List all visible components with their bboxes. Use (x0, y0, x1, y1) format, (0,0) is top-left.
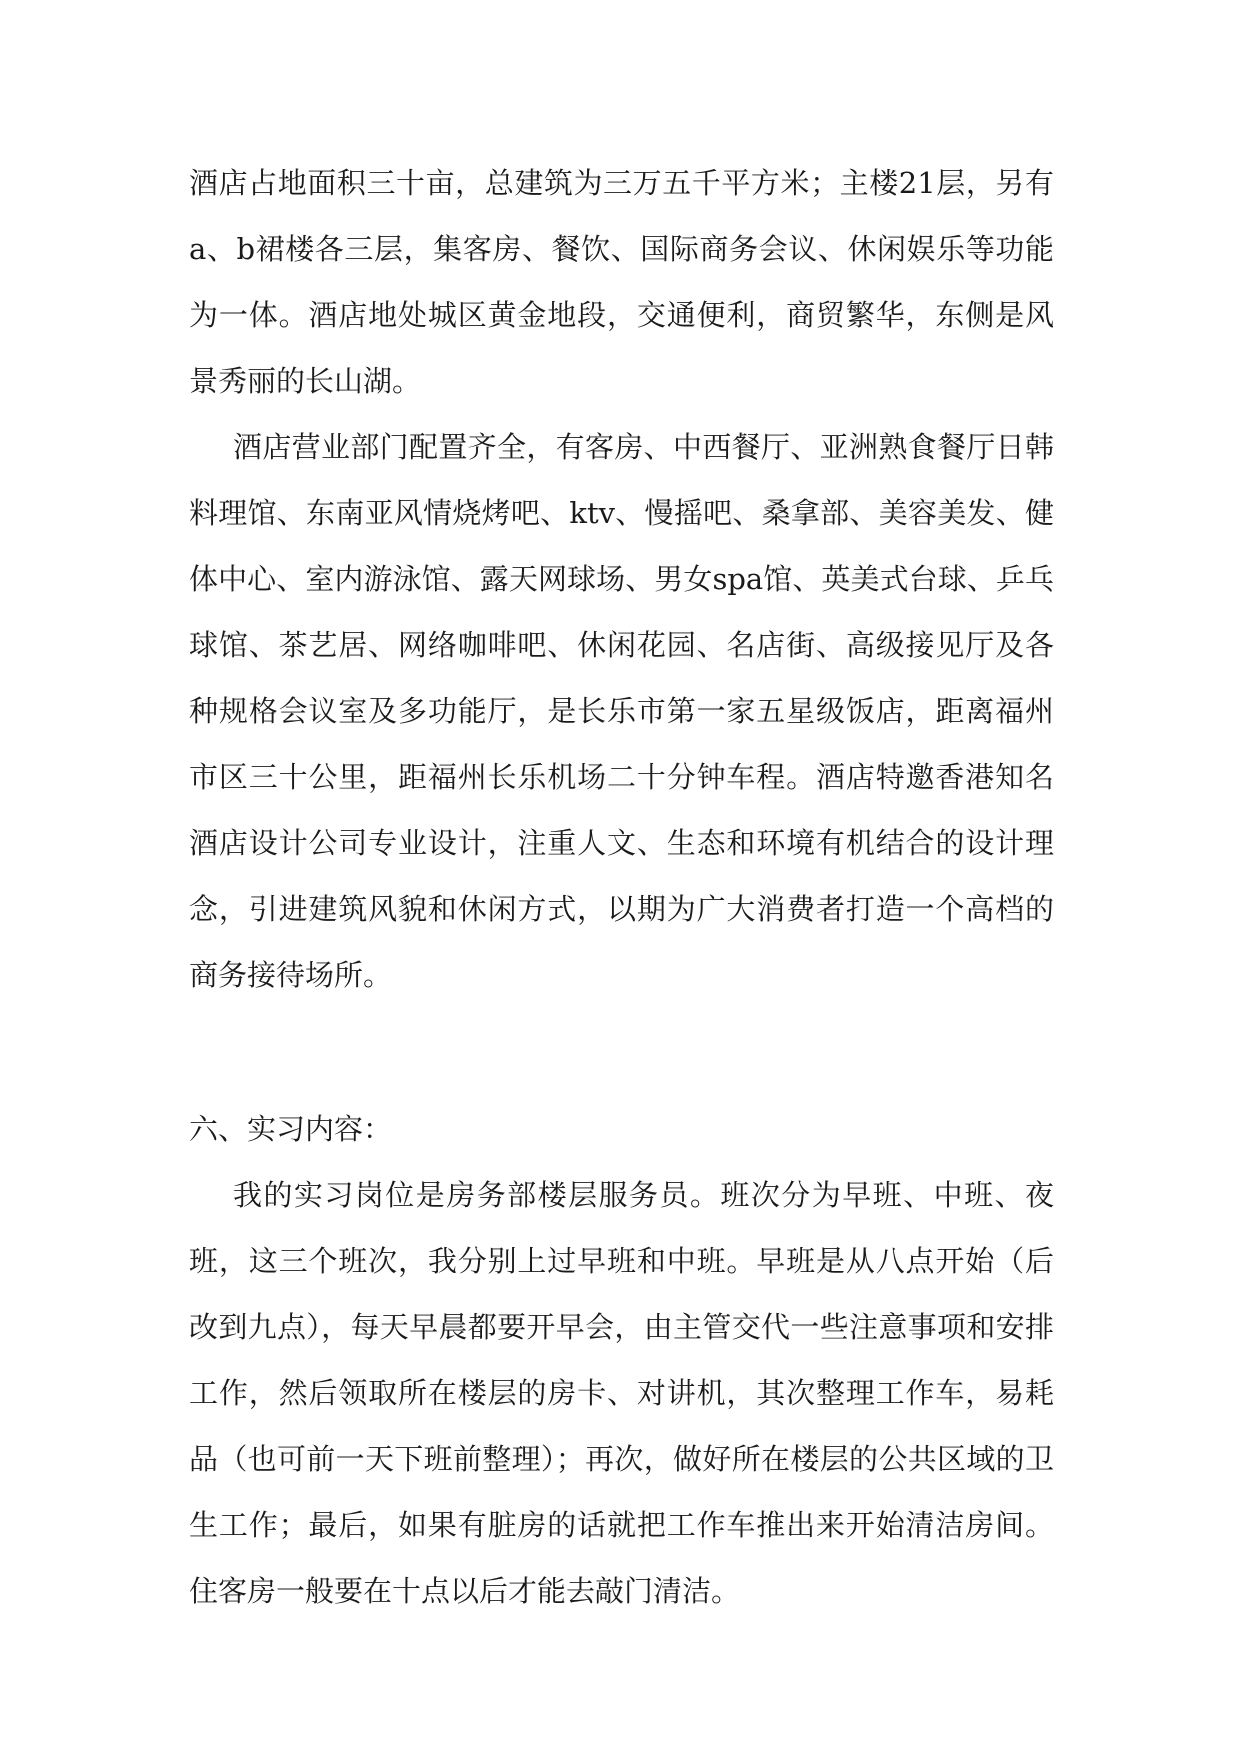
section-heading: 六、实习内容： (189, 1112, 393, 1146)
section-spacer (189, 1008, 1054, 1096)
paragraph-internship-content: 我的实习岗位是房务部楼层服务员。班次分为早班、中班、夜班，这三个班次，我分别上过早班和中班。早班是从八点开始（后改到九点），每天早晨都要开早会，由主管交代一些注意事项和安排工作，然后领取所在楼层的房卡、对讲机，其次整理工作车，易耗品（也可前一天下班前整理）；再次，做好所在楼层的公共区域的卫生工作；最后，如果有脏房的话就把工作车推出来开始清洁房间。住客房一般要在十点以后才能去敲门清洁。 (189, 1178, 1054, 1608)
paragraph-hotel-overview: 酒店占地面积三十亩，总建筑为三万五千平方米；主楼21层，另有a、b裙楼各三层，集客房、餐饮、国际商务会议、休闲娱乐等功能为一体。酒店地处城区黄金地段，交通便利，商贸繁华，东侧是风景秀丽的长山湖。 (189, 166, 1054, 398)
paragraph-hotel-facilities: 酒店营业部门配置齐全，有客房、中西餐厅、亚洲熟食餐厅日韩料理馆、东南亚风情烧烤吧、ktv、慢摇吧、桑拿部、美容美发、健体中心、室内游泳馆、露天网球场、男女spa馆、英美式台球、乒乓球馆、茶艺居、网络咖啡吧、休闲花园、名店街、高级接见厅及各种规格会议室及多功能厅，是长乐市第一家五星级饭店，距离福州市区三十公里，距福州长乐机场二十分钟车程。酒店特邀香港知名酒店设计公司专业设计，注重人文、生态和环境有机结合的设计理念，引进建筑风貌和休闲方式，以期为广大消费者打造一个高档的商务接待场所。 (189, 430, 1054, 992)
document-body (189, 150, 1054, 1624)
